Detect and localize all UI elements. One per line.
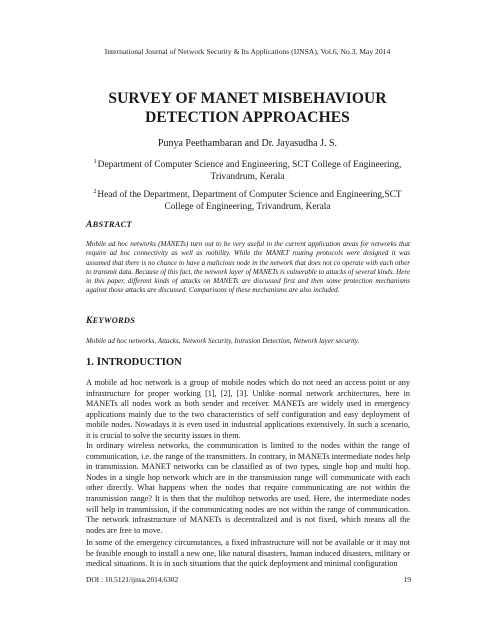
journal-header: International Journal of Network Security & Its Applications (IJNSA), Vol.6, No.3, May 2014 [104, 47, 391, 56]
affiliation-2 [60, 186, 435, 213]
affiliation-1-line-2: Trivandrum, Kerala [210, 172, 285, 182]
title-line-1: SURVEY OF MANET MISBEHAVIOUR [108, 90, 387, 107]
intro-paragraph-1: A mobile ad hoc network is a group of mobile nodes which do not need an access point or any infrastructure for proper working [1], [2], [3]. Unlike normal network architectures, here in MANETs all nodes work as both sender and receiver. MANETs are widely used in emergency applications mainly due to the two characteristics of self configuration and easy deployment of mobile nodes. Nowadays it is even used in industrial applications extensively. In such a scenario, it is crucial to solve the security issues in them. [86, 378, 410, 440]
affiliation-1-line-1: Department of Computer Science and Engineering, SCT College of Engineering, [97, 160, 402, 170]
affiliation-1 [60, 156, 435, 183]
affiliation-2-line-2: College of Engineering, Trivandrum, Kerala [164, 202, 331, 212]
affiliation-2-mark: 2 [93, 189, 97, 195]
keywords-heading: KEYWORDS [86, 316, 136, 326]
intro-paragraph-3: In some of the emergency circumstances, a fixed infrastructure will not be available or it may not be feasible enough to install a new one, like natural disasters, human induced disasters, military or medical situations. It is in such situations that the quick deployment and minimal configuration [86, 538, 410, 569]
authors: Punya Peethambaran and Dr. Jayasudha J. S. [157, 138, 338, 149]
intro-paragraph-2: In ordinary wireless networks, the communication is limited to the nodes within the range of communication, i.e. the range of the transmitters. In contrary, in MANETs intermediate nodes help in transmission. MANET networks can be classified as of two types, single hop and multi hop. Nodes in a single hop network which are in the transmission range will communicate with each other directly. What happens when the nodes that require communicating are not within the transmission range? It is then that the multihop networks are used. Here, the intermediate nodes will help in transmission, if the communicating nodes are not within the range of communication. The network infrastructure of MANETs is decentralized and is not fixed, which means all the nodes are free to move. [86, 441, 410, 535]
abstract-heading: ABSTRACT [86, 220, 132, 230]
affiliation-2-line-1: Head of the Department, Department of Computer Science and Engineering,SCT [97, 190, 402, 200]
introduction-heading: 1. INTRODUCTION [86, 356, 182, 368]
page-number: 19 [403, 575, 411, 584]
keywords-text: Mobile ad hoc networks, Attacks, Network Security, Intrusion Detection, Network layer security. [86, 337, 360, 345]
footer-doi: DOI : 10.5121/ijnsa.2014.6302 [86, 575, 179, 584]
paper-title [40, 89, 455, 127]
title-line-2: DETECTION APPROACHES [145, 109, 350, 126]
abstract-text: Mobile ad hoc networks (MANETs) turn out to be very useful in the current application areas for networks that require ad hoc connectivity as well as mobility. While the MANET routing protocols were designed it was assumed that there is no chance to have a malicious node in the network that does not co operate with each other to transmit data. Because of this fact, the network layer of MANETs is vulnerable to attacks of several kinds. Here in this paper, different kinds of attacks on MANETs are discussed first and then some protection mechanisms against those attacks are discussed. Comparisons of these mechanisms are also included. [86, 240, 410, 295]
affiliation-1-mark: 1 [93, 159, 97, 165]
